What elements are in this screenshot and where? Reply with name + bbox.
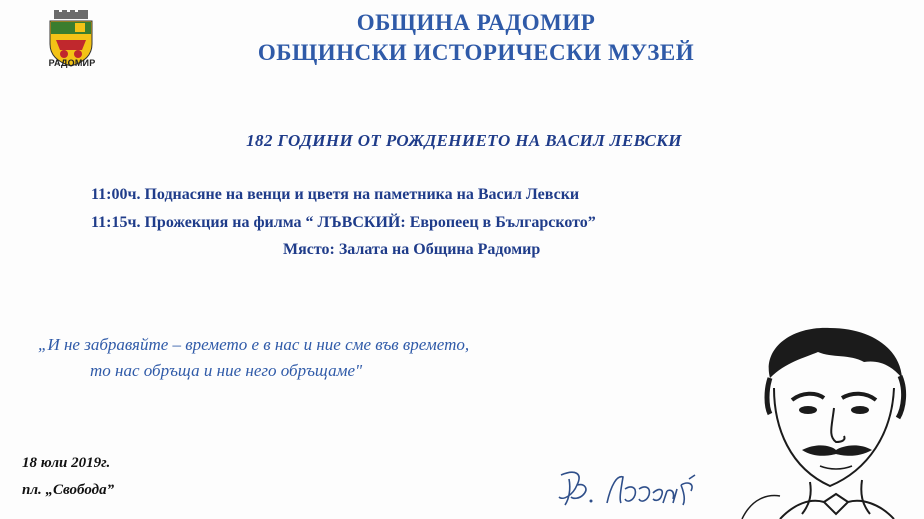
event-place: пл. „Свобода” xyxy=(22,482,115,498)
levski-signature-icon xyxy=(555,465,725,510)
municipality-title: ОБЩИНА РАДОМИР xyxy=(356,10,596,35)
venue-text: Място: Залата на Община Радомир xyxy=(283,241,541,258)
quote-line: „И не забравяйте – времето е в нас и ние сме във времето, xyxy=(38,335,470,354)
museum-title: ОБЩИНСКИ ИСТОРИЧЕСКИ МУЗЕЙ xyxy=(257,40,695,65)
levski-portrait-icon xyxy=(740,318,924,519)
event-title: 182 ГОДИНИ ОТ РОЖДЕНИЕТО НА ВАСИЛ ЛЕВСКИ xyxy=(246,131,682,150)
logo-label: РАДОМИР xyxy=(48,58,96,68)
schedule-item: 11:15ч. Прожекция на филма “ ЛЪВСКИЙ: Европеец в Българското” xyxy=(91,214,596,231)
schedule-item: 11:00ч. Поднасяне на венци и цветя на паметника на Васил Левски xyxy=(91,186,580,203)
event-date: 18 юли 2019г. xyxy=(22,455,111,471)
quote-line: то нас обръща и ние него обръщаме" xyxy=(90,361,363,380)
